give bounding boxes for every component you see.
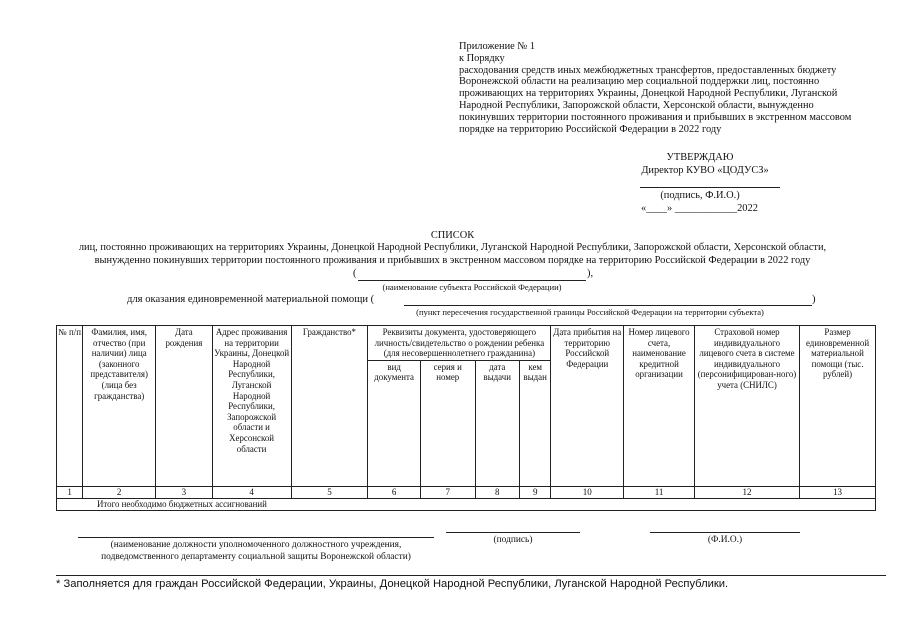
column-number: 11	[624, 486, 695, 498]
header-num: № п/п	[57, 326, 83, 487]
footnote-separator	[56, 575, 886, 576]
purpose-close-paren: )	[812, 294, 816, 305]
appendix-line: к Порядку	[459, 52, 505, 64]
appendix-line: Воронежской области на реализацию мер социальной поддержки лиц, постоянно	[459, 76, 820, 88]
column-number: 1	[57, 486, 83, 498]
position-caption-2: подведомственного департаменту социальной защиты Воронежской области)	[101, 552, 411, 562]
approval-signature-caption: (подпись, Ф.И.О.)	[660, 190, 740, 201]
header-doc-type: вид документа	[368, 360, 421, 486]
column-number: 9	[520, 486, 551, 498]
subject-close-paren: ),	[587, 268, 594, 279]
header-arrival-date: Дата прибытия на территорию Российской Федерации	[551, 326, 624, 487]
header-doc-series: серия и номер	[420, 360, 475, 486]
column-number: 4	[212, 486, 291, 498]
column-number: 7	[420, 486, 475, 498]
appendix-line: расходования средств иных межбюджетных трансфертов, предоставленных бюджету	[459, 64, 837, 76]
header-doc-issuer: кем выдан	[520, 360, 551, 486]
footnote: * Заполняется для граждан Российской Федерации, Украины, Донецкой Народной Республики, Луганской Народной Республики.	[56, 578, 729, 590]
position-signature-line	[78, 537, 434, 538]
approval-position: Директор КУВО «ЦОДУСЗ»	[641, 165, 769, 176]
appendix-line: Народной Республики, Запорожской области, Херсонской области, вынужденно	[459, 99, 814, 111]
header-document-group: Реквизиты документа, удостоверяющего личность/свидетельство о рождении ребенка (для несовершеннолетнего гражданина)	[368, 326, 551, 361]
header-birth-date: Дата рождения	[156, 326, 213, 487]
column-number: 3	[156, 486, 213, 498]
column-number: 6	[368, 486, 421, 498]
appendix-line: покинувших территории постоянного проживания и прибывших в экстренном массовом	[459, 111, 852, 123]
header-amount: Размер единовременной материальной помощи (тыс. рублей)	[800, 326, 876, 487]
approval-date: «____» ____________2022	[641, 203, 758, 214]
column-number: 2	[83, 486, 156, 498]
appendix-line: проживающих на территориях Украины, Донецкой Народной Республики, Луганской	[459, 88, 838, 100]
header-snils: Страховой номер индивидуального лицевого счета в системе индивидуального (персонифицирован-ного) учета (СНИЛС)	[694, 326, 799, 487]
appendix-line: Приложение № 1	[459, 41, 536, 52]
position-caption-1: (наименование должности уполномоченного должностного учреждения,	[110, 540, 402, 550]
header-citizenship: Гражданство*	[291, 326, 368, 487]
appendix-header	[459, 41, 879, 135]
subject-caption: (наименование субъекта Российской Федерации)	[382, 282, 562, 292]
list-title: СПИСОК	[430, 230, 475, 241]
approval-heading: УТВЕРЖДАЮ	[666, 152, 734, 163]
signature-line	[446, 532, 580, 533]
column-number: 12	[694, 486, 799, 498]
crossing-fill-line	[404, 305, 812, 306]
header-account: Номер лицевого счета, наименование кредитной организации	[624, 326, 695, 487]
crossing-caption: (пункт пересечения государственной границы Российской Федерации на территории субъекта)	[416, 307, 764, 317]
purpose-label: для оказания единовременной материальной помощи (	[127, 294, 375, 305]
subject-fill-line	[358, 280, 586, 281]
name-caption: (Ф.И.О.)	[707, 535, 743, 545]
total-row-label: Итого необходимо бюджетных ассигнований	[57, 498, 876, 510]
appendix-line: порядке на территорию Российской Федерации в 2022 году	[459, 123, 722, 135]
signature-caption: (подпись)	[493, 535, 533, 545]
list-subtitle-line-2: вынужденно покинувших территории постоянного проживания и прибывших в экстренном массовом порядке на территорию Российской Федерации в 2022 году	[94, 255, 811, 266]
recipients-table	[56, 325, 876, 511]
column-number: 5	[291, 486, 368, 498]
list-subtitle-line-1: лиц, постоянно проживающих на территориях Украины, Донецкой Народной Республики, Луганской Народной Республики, Запорожской области, Херсонской области,	[78, 242, 827, 253]
header-address: Адрес проживания на территории Украины, Донецкой Народной Республики, Луганской Народной Республики, Запорожской области и Херсонской области	[212, 326, 291, 487]
column-number: 13	[800, 486, 876, 498]
name-line	[650, 532, 800, 533]
subject-open-paren: (	[353, 268, 357, 279]
approval-signature-line	[640, 187, 780, 188]
header-doc-date: дата выдачи	[475, 360, 519, 486]
header-fio: Фамилия, имя, отчество (при наличии) лица (законного представителя) (лица без гражданства)	[83, 326, 156, 487]
column-number: 10	[551, 486, 624, 498]
column-number: 8	[475, 486, 519, 498]
